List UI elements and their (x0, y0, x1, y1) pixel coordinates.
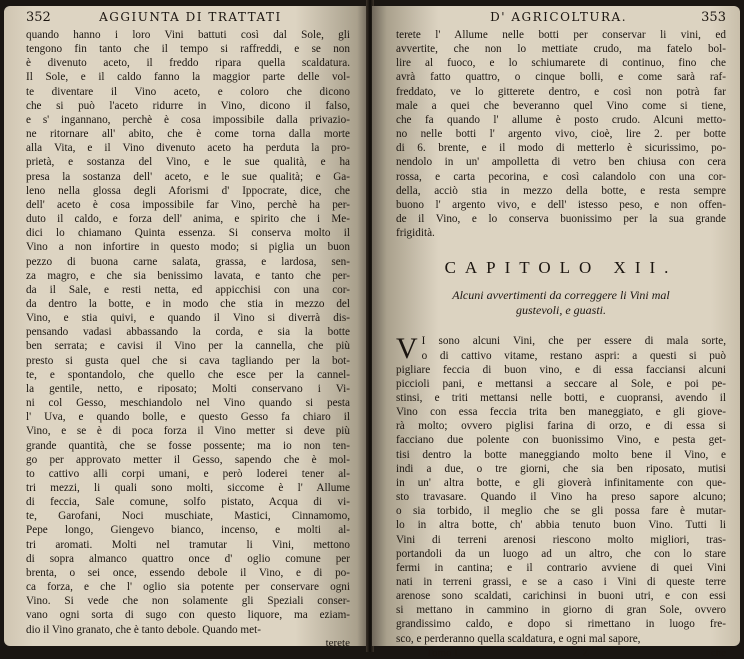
text-line: la gentile, netto, e riposato; Molti conservano i Vi- (26, 382, 350, 395)
chapter-title: CAPITOLO XII. (444, 258, 678, 278)
text-line: Il Sole, e il caldo fanno la maggior parte delle vol- (26, 71, 350, 84)
text-line: Pepe longo, Giengevo bianco, incenso, e molti al- (26, 524, 350, 537)
left-page-number: 352 (26, 10, 51, 25)
text-line: presto si gusta quel che si cava tagliando per la bot- (26, 354, 350, 367)
text-line: ni col Gesso, meschiandolo nel Vino quando si pesta (26, 397, 350, 410)
right-page-body-bottom (396, 334, 726, 645)
text-line: te, Garofani, Noci muschiate, Mastici, Cinnamomo, (26, 510, 350, 523)
text-line: arenose sono scaldati, carichinsi in buoni utri, e con essi (396, 590, 726, 603)
right-page-header (396, 10, 726, 28)
text-line: grandissimo caldo, e dopo si rimettano in luogo fre- (396, 618, 726, 631)
text-line: presa la sostanza dell' aceto, e le sue qualità; e Ga- (26, 170, 350, 183)
text-line: buono l' argento vivo, e dell' istesso peso, e non offen- (396, 198, 726, 211)
drop-cap: V (396, 332, 418, 366)
text-line: piccioli pani, e mettansi a seccare al Sole, e poi pe- (396, 377, 726, 390)
text-line: stinsi, e triti mettansi nelle botti, e cuopransi, avendo il (396, 391, 726, 404)
text-line: tri aromati. Molti nel tramutar li Vini, mettono (26, 538, 350, 551)
text-line: no nelle botti l' argento vivo, cioè, lire 2. per botte (396, 128, 726, 141)
text-line: nendolo in un' ampolletta di vetro ben chiusa con cera (396, 156, 726, 169)
text-line: di feccia, Sale comune, solfo pistato, Acqua di vi- (26, 496, 350, 509)
text-line: di sopra almanco quattro once d' oglio comune per (26, 552, 350, 565)
text-line: da il Sale, e resti netta, ed appicchisi con una cor- (26, 283, 350, 296)
text-line: Vino, e stia quivi, e quando il Vino si diverrà dis- (26, 312, 350, 325)
text-line: pensando vadasi abbassando la corda, e sia la botte (26, 326, 350, 339)
right-page (372, 6, 740, 659)
chapter-subtitle-line-2: gustevoli, e guasti. (516, 303, 606, 318)
text-line: brenta, o sei once, essendo debole il Vino, e di po- (26, 566, 350, 579)
text-line: Vino a non infortire in questo modo; si piglia un buon (26, 241, 350, 254)
text-line: grande quantità, che se fosse possente; ma io non ten- (26, 439, 350, 452)
chapter-subtitle (406, 288, 716, 318)
signature-mark: Z (582, 646, 590, 659)
left-running-head: AGGIUNTA DI TRATTATI (99, 10, 282, 24)
text-line: Vini di terreni arenosi riescono molto migliori, tras- (396, 533, 726, 546)
text-line: dell' aceto è cosa impossibile far Vino, perchè ha per- (26, 198, 350, 211)
text-line: male a quei che beveranno quel Vino come si tiene, (396, 99, 726, 112)
text-line: Vino, e se è di poca forza il Vino metter si deve più (26, 425, 350, 438)
right-running-head: D' AGRICOLTURA. (490, 10, 628, 24)
text-line: portandoli da un luogo ad un altro, che con lo stare (396, 547, 726, 560)
text-line: tisi dentro la botte maneggiando molto bene il Vino, e (396, 448, 726, 461)
right-page-body-top (396, 28, 726, 240)
text-line: tengono fin tanto che il tempo si raffreddi, e se non (26, 43, 350, 56)
text-line: dio il Vino granato, che è tanto debole. Quando met- (26, 623, 261, 636)
text-line: in un' altra botte, e gli gioverà infinitamente con que- (396, 476, 726, 489)
text-line: frigidità. (396, 227, 435, 240)
text-line: si mettano in cammino in giorno di gran Sole, ovvero (396, 604, 726, 617)
text-line: ca forza, e che l' oglio sia potente per conservare ogni (26, 581, 350, 594)
text-line: che si può l'aceto ridurre in Vino, dicono il falso, (26, 99, 350, 112)
text-line: o di cattivo vitame, restano aspri: a questi si può (421, 349, 726, 362)
left-page (4, 6, 368, 649)
text-line: ben serrata; e cavisi il Vino per la cannella, che più (26, 340, 350, 353)
text-line: che fa quando l' allume è posto crudo. Alcuni metto- (396, 113, 726, 126)
text-line: I sono alcuni Vini, che per essere di mala sorte, (421, 335, 726, 348)
text-line: pigliare feccia di buon vino, e di essa facciansi alcuni (396, 363, 726, 376)
left-page-body (26, 28, 350, 637)
text-line: tri mezzi, li quali sono molti, siccome è l' Allume (26, 482, 350, 494)
text-line: dici lo chiamano Quinta essenza. Si conserva molto il (26, 227, 350, 240)
text-line: duto il caldo, e forza dell' anima, e spirito che i Me- (26, 213, 350, 226)
text-line: lo in altra botte, ch' abbia tenuto buon Vino. Tutti li (396, 519, 726, 532)
text-line: te, e spontandolo, che quello che esce per la cannel- (26, 368, 350, 381)
text-line: è divenuto aceto, il freddo ripara quella scaldatura. (26, 57, 350, 70)
text-line: sto travasare. Quando il Vino ha preso sapore alcuno; (396, 491, 726, 504)
text-line: indi a due, o tre giorni, che sia ben riposato, mutisi (396, 462, 726, 475)
text-line: sco, e perderanno quella scaldatura, e ogni mal sapore, (396, 632, 641, 645)
text-line: lire al fuoco, e lo schiumarete di continuo, fino che (396, 57, 726, 70)
text-line: nati in terreni grassi, e se a caso i Vini di queste terre (396, 576, 726, 588)
text-line: go per approvato metter il Gesso, sapendo che è mol- (26, 453, 350, 466)
right-page-number: 353 (701, 10, 726, 25)
text-line: za magro, e che sia benissimo lavata, e tanto che per- (26, 269, 350, 282)
text-line: vano ogni sorta di sugo con questo liquore, ma eziam- (26, 609, 350, 622)
text-line: o sia torbido, il meglio che se gli possa fare è mutar- (396, 505, 726, 518)
right-page-footer (396, 647, 726, 659)
text-line: avvertite, che non lo mettiate crudo, ma fatelo bol- (396, 43, 726, 56)
text-line: avrà fatto quattro, o cinque bolli, e come sarà raf- (396, 71, 726, 84)
text-line: rossa, e carta pecorina, e così calandolo con una cor- (396, 170, 726, 183)
text-line: Vino con essa feccia trita ben maneggiato, e gli giove- (396, 406, 726, 419)
text-line: to cattivo alli corpi umani, e però loderei tener al- (26, 467, 350, 480)
volume-label: Tomo I. (426, 646, 461, 659)
right-catchword: che (710, 646, 726, 659)
chapter-subtitle-line-1: Alcuni avvertimenti da correggere li Vini mal (452, 288, 670, 303)
text-line: fermi in cantina; e il contrario avviene di quei Vini (396, 561, 726, 574)
text-line: pezzo di buona carne salata, grassa, e lardosa, sen- (26, 255, 350, 268)
left-page-header (26, 10, 350, 28)
text-line: di 6. brente, e il modo di metterlo è sicurissimo, po- (396, 142, 726, 155)
text-line: della, acciò stia in mezzo della botte, e resta sempre (396, 184, 726, 197)
text-line: facciano due polente con buonissimo Vino, e pesta get- (396, 434, 726, 447)
left-catchword: terete (325, 636, 350, 649)
text-line: de il Vino, e lo conserva buonissimo per la sua grande (396, 213, 726, 226)
text-line: quando hanno i loro Vini battuti così dal Sole, gli (26, 29, 350, 41)
text-line: l' Uva, e quando bolle, e questo Gesso fa chiaro il (26, 411, 350, 424)
text-line: alla Vita, e il Vino divenuto aceto ha perduta la pro- (26, 142, 350, 155)
text-line: Vino. Si vede che non solamente gli Speziali conser- (26, 595, 350, 608)
text-line: ne ritornare all' abito, che è come torna dalla morte (26, 128, 350, 141)
text-line: freddato, ve lo gitterete dentro, e così non potrà far (396, 85, 726, 98)
text-line: rà molto; ovvero piglisi farina di orzo, e di essa si (396, 420, 726, 433)
text-line: leno nella glossa degli Aforismi d' Ippocrate, dice, che (26, 184, 350, 197)
text-line: prietà, e sostanza del Vino, e le sue qualità, e ha (26, 156, 350, 169)
text-line: da dentro la botte, e in modo che stia in mezzo del (26, 297, 350, 310)
text-line: e s' ingannano, perchè è cosa impossibile dalla privazio- (26, 113, 350, 126)
text-line: terete l' Allume nelle botti per conservar li vini, ed (396, 29, 726, 41)
text-line: te diventare il Vino aceto, e coloro che dicono (26, 85, 350, 98)
